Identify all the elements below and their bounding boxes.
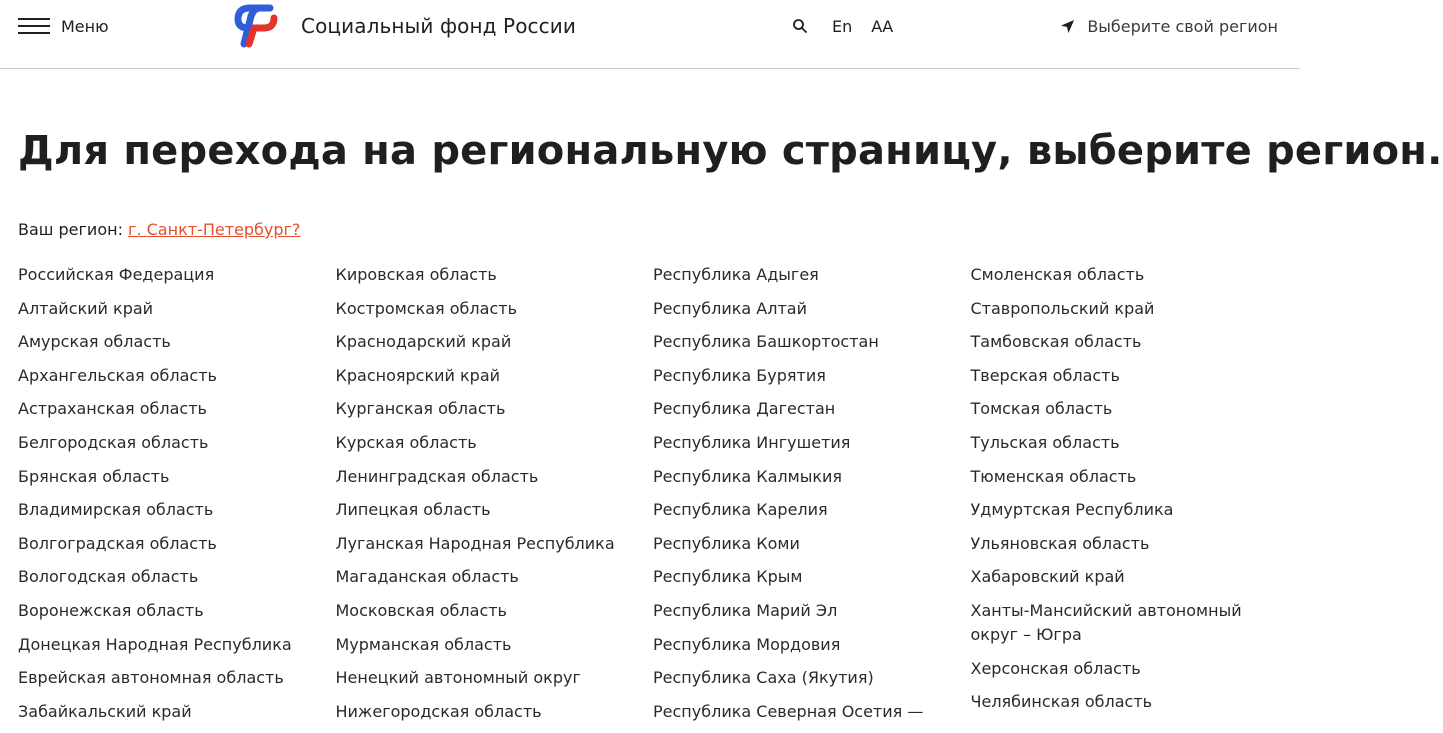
region-link[interactable]: Удмуртская Республика	[970, 500, 1174, 520]
font-size-toggle[interactable]: АА	[871, 16, 894, 36]
region-link[interactable]: Ханты-Мансийский автономный округ – Югра	[970, 600, 1242, 644]
region-link[interactable]: Тверская область	[970, 365, 1120, 385]
header-tools	[792, 14, 893, 38]
region-column-2	[336, 263, 654, 733]
region-link[interactable]: Республика Алтай	[653, 298, 807, 318]
location-arrow-icon	[1060, 19, 1075, 34]
menu-label: Меню	[61, 16, 109, 36]
region-link[interactable]: Республика Бурятия	[653, 365, 826, 385]
hamburger-icon	[18, 17, 50, 35]
region-link[interactable]: Московская область	[335, 600, 507, 620]
site-header	[0, 0, 1300, 69]
region-select-label: Выберите свой регион	[1087, 16, 1278, 36]
region-link[interactable]: Ставропольский край	[970, 298, 1155, 318]
region-link[interactable]: Республика Северная Осетия —	[653, 701, 924, 721]
region-link[interactable]: Тульская область	[970, 432, 1120, 452]
region-link[interactable]: Мурманская область	[335, 634, 512, 654]
region-link[interactable]: Амурская область	[18, 332, 171, 352]
region-link[interactable]: Магаданская область	[335, 567, 519, 587]
region-link[interactable]: Ленинградская область	[335, 466, 539, 486]
region-link[interactable]: Красноярский край	[335, 365, 501, 385]
region-link[interactable]: Республика Адыгея	[653, 265, 819, 284]
region-link[interactable]: Луганская Народная Республика	[335, 533, 615, 553]
region-link[interactable]: Белгородская область	[18, 432, 209, 452]
search-icon[interactable]	[792, 18, 808, 34]
region-link[interactable]: Курганская область	[335, 399, 506, 419]
region-link[interactable]: Забайкальский край	[18, 701, 192, 721]
region-link[interactable]: Волгоградская область	[18, 533, 217, 553]
site-logo-link[interactable]	[230, 4, 576, 48]
your-region-line	[18, 220, 300, 239]
region-link[interactable]: Тюменская область	[970, 466, 1137, 486]
region-link[interactable]: Тамбовская область	[970, 332, 1142, 352]
your-region-prefix: Ваш регион:	[18, 220, 123, 239]
region-link[interactable]: Владимирская область	[18, 500, 214, 520]
region-column-3	[653, 263, 971, 733]
language-toggle[interactable]: En	[832, 16, 853, 36]
menu-button[interactable]	[18, 14, 109, 38]
region-link[interactable]: Кировская область	[335, 265, 497, 284]
region-link[interactable]: Республика Мордовия	[653, 634, 841, 654]
region-link[interactable]: Республика Карелия	[653, 500, 828, 520]
region-link[interactable]: Краснодарский край	[335, 332, 512, 352]
region-link[interactable]: Республика Марий Эл	[653, 600, 838, 620]
region-link[interactable]: Республика Крым	[653, 567, 803, 587]
region-link[interactable]: Костромская область	[335, 298, 517, 318]
region-link[interactable]: Астраханская область	[18, 399, 207, 419]
region-link[interactable]: Нижегородская область	[335, 701, 542, 721]
region-column-1	[18, 263, 336, 733]
region-link[interactable]: Вологодская область	[18, 567, 199, 587]
region-link[interactable]: Республика Ингушетия	[653, 432, 851, 452]
region-link[interactable]: Воронежская область	[18, 600, 204, 620]
detected-region-link[interactable]: г. Санкт-Петербург?	[128, 220, 301, 239]
region-link[interactable]: Республика Коми	[653, 533, 800, 553]
sfr-logo-icon	[230, 4, 282, 48]
region-link[interactable]: Томская область	[970, 399, 1113, 419]
region-select-button[interactable]	[1060, 14, 1278, 38]
region-link[interactable]: Республика Башкортостан	[653, 332, 879, 352]
region-link[interactable]: Алтайский край	[18, 298, 154, 318]
region-link[interactable]: Херсонская область	[970, 658, 1141, 678]
region-link[interactable]: Республика Калмыкия	[653, 466, 843, 486]
region-link[interactable]: Челябинская область	[970, 692, 1153, 712]
region-link[interactable]: Липецкая область	[335, 500, 491, 520]
region-link[interactable]: Республика Дагестан	[653, 399, 836, 419]
region-list	[18, 263, 1288, 733]
region-column-4	[971, 263, 1289, 733]
region-link[interactable]: Смоленская область	[970, 265, 1145, 284]
region-link[interactable]: Курская область	[335, 432, 477, 452]
region-link[interactable]: Российская Федерация	[18, 265, 215, 284]
region-link[interactable]: Хабаровский край	[970, 567, 1125, 587]
logo-text: Социальный фонд России	[301, 14, 576, 38]
page-title: Для перехода на региональную страницу, выберите регион.	[18, 128, 1443, 174]
region-link[interactable]: Архангельская область	[18, 365, 217, 385]
region-link[interactable]: Еврейская автономная область	[18, 668, 284, 688]
region-link[interactable]: Донецкая Народная Республика	[18, 634, 292, 654]
region-link[interactable]: Ненецкий автономный округ	[335, 668, 581, 688]
region-link[interactable]: Ульяновская область	[970, 533, 1150, 553]
region-link[interactable]: Брянская область	[18, 466, 170, 486]
region-link[interactable]: Республика Саха (Якутия)	[653, 668, 874, 688]
